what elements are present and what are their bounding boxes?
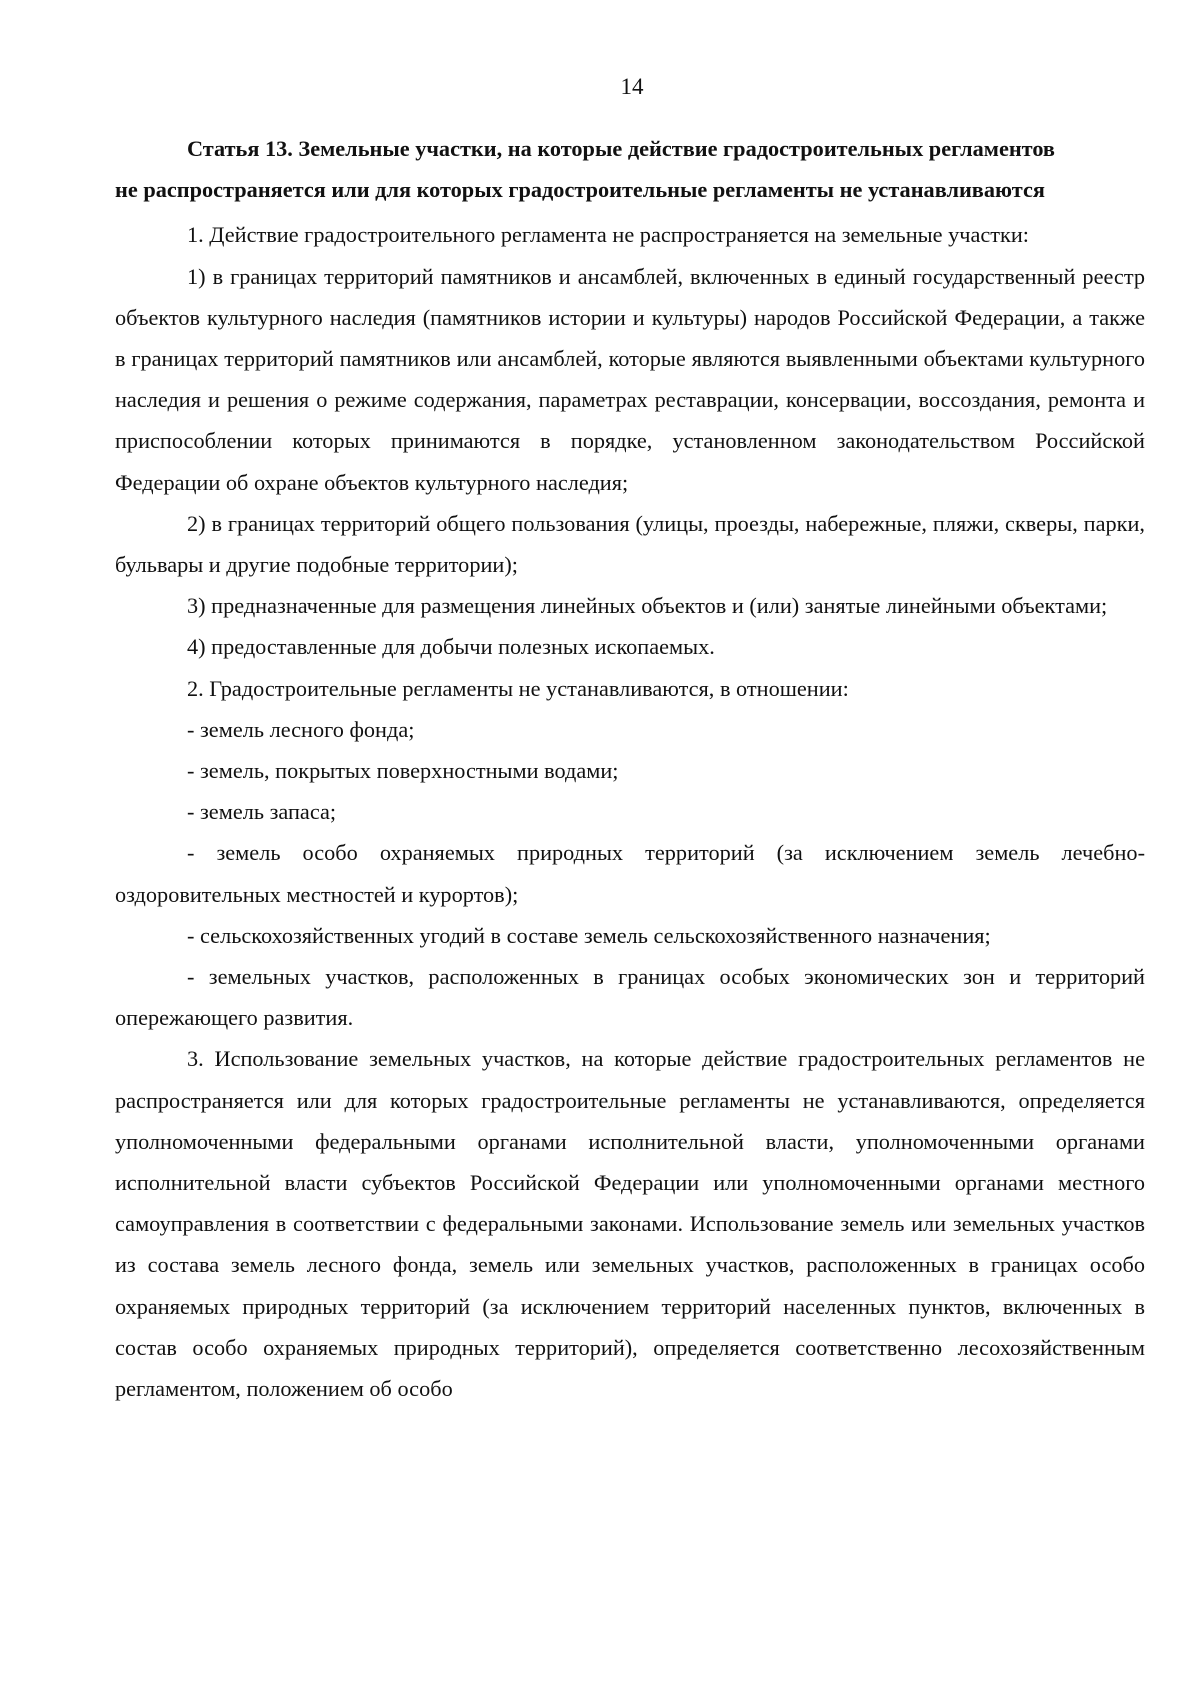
list-item-protected-lands: - земель особо охраняемых природных территорий (за исключением земель лечебно-оздоровительных местностей и курортов); [115,840,1145,907]
list-item-reserve-lands: - земель запаса; [187,799,337,825]
paragraph-section-2-intro: 2. Градостроительные регламенты не устанавливаются, в отношении: [187,675,849,701]
page-number: 14 [620,74,644,99]
paragraph-item-4: 4) предоставленные для добычи полезных ископаемых. [187,634,715,660]
list-item-agricultural-lands: - сельскохозяйственных угодий в составе земель сельскохозяйственного назначения; [187,922,991,948]
paragraph-section-3: 3. Использование земельных участков, на которые действие градостроительных регламентов не распространяется или для которых градостроительные регламенты не устанавливаются, определяется уполномоченными федеральными органами исполнительной власти, уполномоченными органами исполнительной власти субъектов Российской Федерации или уполномоченными органами местного самоуправления в соответствии с федеральными законами. Использование земель или земельных участков из состава земель лесного фонда, земель или земельных участков, расположенных в границах особо охраняемых природных территорий (за исключением территорий населенных пунктов, включенных в состав особо охраняемых природных территорий), определяется соответственно лесохозяйственным регламентом, положением об особо [115,1046,1145,1402]
document-body [115,128,1145,1409]
article-heading-line-2: не распространяется или для которых градостроительные регламенты не устанавливаются [115,177,1045,203]
list-item-water-lands: - земель, покрытых поверхностными водами; [187,758,619,784]
paragraph-item-2: 2) в границах территорий общего пользования (улицы, проезды, набережные, пляжи, скверы, парки, бульвары и другие подобные территории); [115,510,1145,578]
paragraph-item-1: 1) в границах территорий памятников и ансамблей, включенных в единый государственный реестр объектов культурного наследия (памятников истории и культуры) народов Российской Федерации, а также в границах территорий памятников или ансамблей, которые являются выявленными объектами культурного наследия и решения о режиме содержания, параметрах реставрации, консервации, воссоздания, ремонта и приспособлении которых принимаются в порядке, установленном законодательством Российской Федерации об охране объектов культурного наследия; [115,263,1145,495]
paragraph-item-3: 3) предназначенные для размещения линейных объектов и (или) занятые линейными объектами; [187,593,1108,619]
article-heading-line-1: Статья 13. Земельные участки, на которые действие градостроительных регламентов [187,136,1055,161]
article-heading [115,128,1145,210]
paragraph-section-1-intro: 1. Действие градостроительного регламента не распространяется на земельные участки: [187,222,1029,248]
list-item-economic-zones: - земельных участков, расположенных в границах особых экономических зон и территорий опережающего развития. [115,964,1145,1031]
list-item-forest-lands: - земель лесного фонда; [187,716,415,742]
